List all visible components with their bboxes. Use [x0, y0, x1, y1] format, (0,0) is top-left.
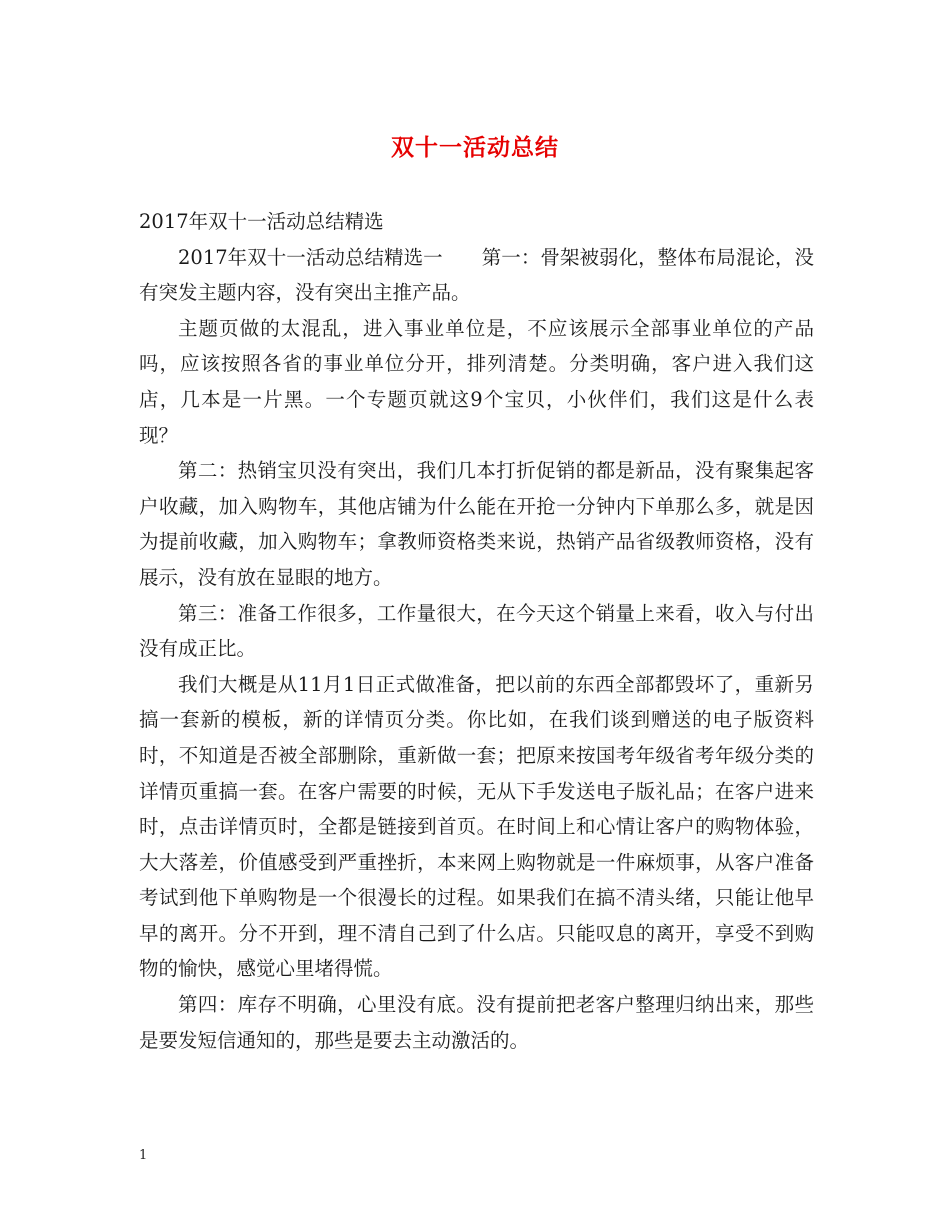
page-number: 1 — [139, 1148, 148, 1163]
paragraph-3: 第二：热销宝贝没有突出，我们几本打折促销的都是新品，没有聚集起客户收藏，加入购物车，其他店铺为什么能在开抢一分钟内下单那么多，就是因为提前收藏，加入购物车；拿教师资格类来说，热销产品省级教师资格，没有展示，没有放在显眼的地方。 — [139, 459, 814, 589]
document-body — [139, 204, 814, 1058]
document-title: 双十一活动总结 — [391, 134, 559, 161]
paragraph-6: 第四：库存不明确，心里没有底。没有提前把老客户整理归纳出来，那些是要发短信通知的，那些是要去主动激活的。 — [139, 993, 814, 1052]
paragraph-5: 我们大概是从11月1日正式做准备，把以前的东西全部都毁坏了，重新另搞一套新的模板，新的详情页分类。你比如，在我们谈到赠送的电子版资料时，不知道是否被全部删除，重新做一套；把原来按国考年级省考年级分类的详情页重搞一套。在客户需要的时候，无从下手发送电子版礼品；在客户进来时，点击详情页时，全都是链接到首页。在时间上和心情让客户的购物体验，大大落差，价值感受到严重挫折，本来网上购物就是一件麻烦事，从客户准备考试到他下单购物是一个很漫长的过程。如果我们在搞不清头绪，只能让他早早的离开。分不开到，理不清自己到了什么店。只能叹息的离开，享受不到购物的愉快，感觉心里堵得慌。 — [139, 672, 814, 981]
paragraph-4: 第三：准备工作很多，工作量很大，在今天这个销量上来看，收入与付出没有成正比。 — [139, 601, 814, 661]
paragraph-1: 2017年双十一活动总结精选一 第一：骨架被弱化，整体布局混论，没有突发主题内容，没有突出主推产品。 — [139, 245, 814, 305]
paragraph-2: 主题页做的太混乱，进入事业单位是，不应该展示全部事业单位的产品吗，应该按照各省的事业单位分开，排列清楚。分类明确，客户进入我们这店，几本是一片黑。一个专题页就这9个宝贝，小伙伴们，我们这是什么表现？ — [139, 316, 814, 447]
document-subtitle: 2017年双十一活动总结精选 — [139, 210, 384, 233]
